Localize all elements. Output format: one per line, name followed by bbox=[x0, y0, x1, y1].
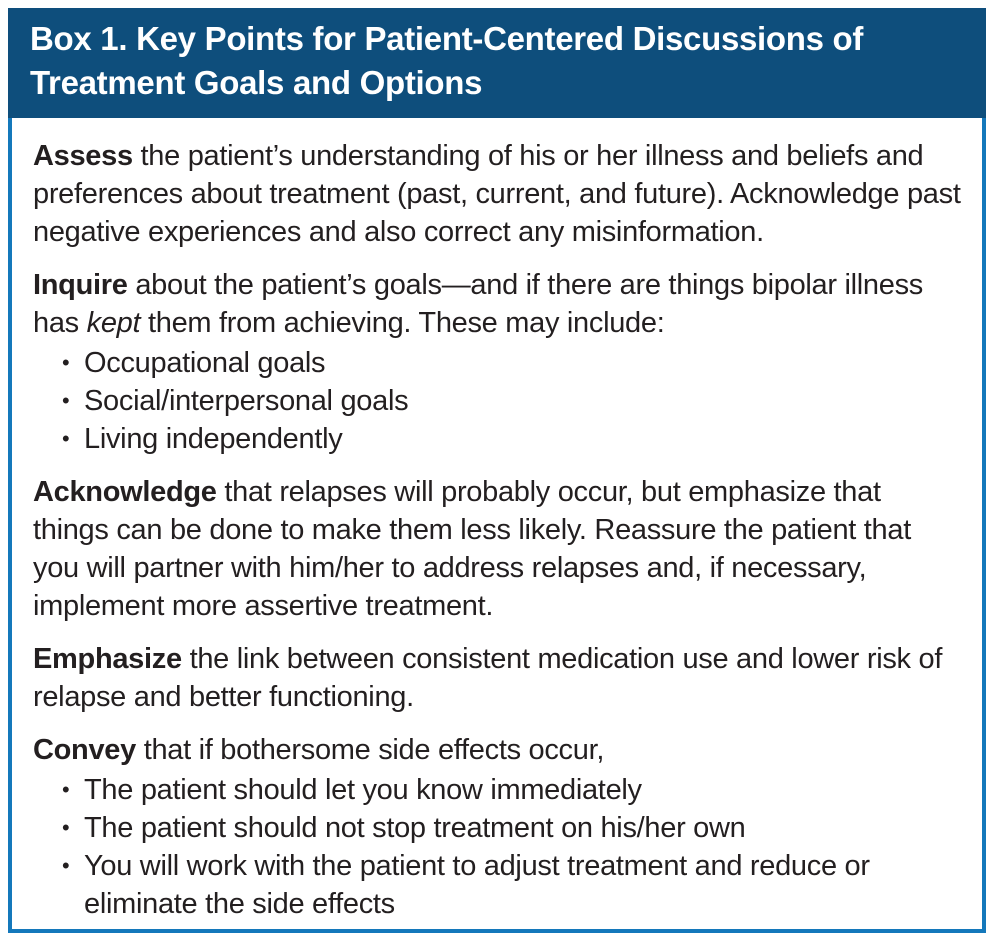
section-inquire-text-pre: about the patient’s goals—and if there are things bipolar illness has bbox=[33, 269, 923, 339]
lead-word-inquire: Inquire bbox=[33, 269, 128, 301]
section-assess-text: the patient’s understanding of his or her illness and beliefs and preferences about treatment (past, current, and future). Acknowledge past negative experiences and also correct any misinformation. bbox=[33, 140, 961, 248]
section-inquire bbox=[33, 266, 964, 342]
lead-word-convey: Convey bbox=[33, 734, 136, 766]
section-emphasize-text: the link between consistent medication use and lower risk of relapse and better functioning. bbox=[33, 643, 943, 713]
section-acknowledge-text: that relapses will probably occur, but emphasize that things can be done to make them less likely. Reassure the patient that you will partner with him/her to address relapses and, if necessary, implement more assertive treatment. bbox=[33, 476, 911, 622]
section-emphasize bbox=[33, 640, 964, 716]
italic-word-kept: kept bbox=[86, 307, 141, 339]
bullet-item-not-stop: • The patient should not stop treatment on his/her own bbox=[60, 809, 964, 847]
lead-word-assess: Assess bbox=[33, 140, 133, 172]
section-convey-text: that if bothersome side effects occur, bbox=[135, 734, 605, 766]
lead-word-acknowledge: Acknowledge bbox=[33, 476, 217, 508]
section-inquire-text-post: them from achieving. These may include: bbox=[140, 307, 665, 339]
lead-word-emphasize: Emphasize bbox=[33, 643, 182, 675]
bullet-item-adjust-treatment: • You will work with the patient to adjust treatment and reduce or eliminate the side effects bbox=[60, 847, 964, 923]
goals-bullet-list bbox=[33, 344, 964, 458]
box-title: Box 1. Key Points for Patient-Centered Discussions of Treatment Goals and Options bbox=[30, 20, 864, 101]
bullet-item-occupational: • Occupational goals bbox=[60, 344, 964, 382]
side-effects-bullet-list bbox=[33, 771, 964, 923]
box-body bbox=[8, 118, 986, 933]
bullet-item-let-you-know: • The patient should let you know immediately bbox=[60, 771, 964, 809]
section-assess bbox=[33, 137, 964, 251]
key-points-box bbox=[8, 8, 986, 933]
section-convey bbox=[33, 731, 964, 769]
box-header bbox=[8, 8, 986, 118]
bullet-item-social: • Social/interpersonal goals bbox=[60, 382, 964, 420]
bullet-item-living: • Living independently bbox=[60, 420, 964, 458]
section-acknowledge bbox=[33, 473, 964, 625]
